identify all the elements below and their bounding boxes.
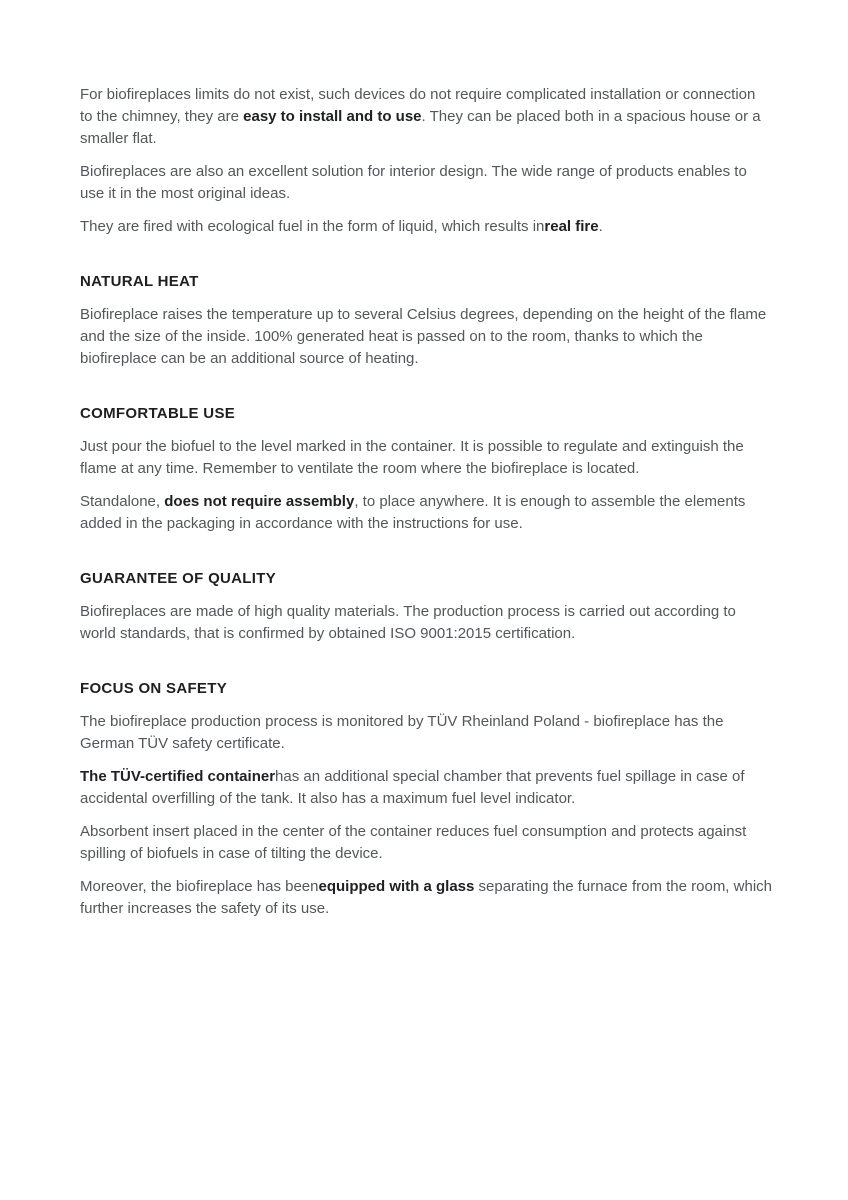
text-run: For biofireplaces limits do not exist, such devices do not require complicated installation or connection to the chimney, they are bbox=[80, 86, 756, 125]
text-run: Moreover, the biofireplace has been bbox=[80, 878, 319, 895]
paragraph bbox=[80, 766, 772, 810]
paragraph bbox=[80, 491, 772, 535]
paragraph bbox=[80, 601, 772, 645]
paragraph bbox=[80, 216, 772, 238]
text-run: has an additional special chamber that prevents fuel spillage in case of accidental overfilling of the tank. It also has a maximum fuel level indicator. bbox=[80, 768, 745, 807]
text-run: The biofireplace production process is monitored by TÜV Rheinland Poland - biofireplace has the German TÜV safety certificate. bbox=[80, 713, 724, 752]
text-run: , to place anywhere. It is enough to assemble the elements added in the packaging in accordance with the instructions for use. bbox=[80, 493, 746, 532]
paragraph bbox=[80, 84, 772, 150]
text-run: They are fired with ecological fuel in the form of liquid, which results in bbox=[80, 218, 545, 235]
section-heading-guarantee-of-quality: GUARANTEE OF QUALITY bbox=[80, 570, 276, 587]
bold-text-run: The TÜV-certified container bbox=[80, 768, 276, 785]
text-run: . bbox=[598, 218, 603, 235]
text-run: Standalone, bbox=[80, 493, 165, 510]
section-heading-focus-on-safety: FOCUS ON SAFETY bbox=[80, 680, 228, 697]
paragraph bbox=[80, 436, 772, 480]
paragraph bbox=[80, 876, 772, 920]
text-run: Biofireplaces are also an excellent solution for interior design. The wide range of products enables to use it in the most original ideas. bbox=[80, 163, 747, 202]
paragraph bbox=[80, 161, 772, 205]
text-run: Biofireplaces are made of high quality materials. The production process is carried out according to world standards, that is confirmed by obtained ISO 9001:2015 certification. bbox=[80, 603, 736, 642]
bold-text-run: easy to install and to use bbox=[243, 108, 422, 125]
text-run: Absorbent insert placed in the center of the container reduces fuel consumption and protects against spilling of biofuels in case of tilting the device. bbox=[80, 823, 747, 862]
section-heading-natural-heat: NATURAL HEAT bbox=[80, 273, 199, 290]
paragraph bbox=[80, 821, 772, 865]
paragraph bbox=[80, 304, 772, 370]
bold-text-run: real fire bbox=[544, 218, 599, 235]
text-run: . They can be placed both in a spacious house or a smaller flat. bbox=[80, 108, 761, 147]
text-run: separating the furnace from the room, which further increases the safety of its use. bbox=[80, 878, 772, 917]
text-run: Just pour the biofuel to the level marked in the container. It is possible to regulate and extinguish the flame at any time. Remember to ventilate the room where the biofireplace is located. bbox=[80, 438, 744, 477]
bold-text-run: does not require assembly bbox=[164, 493, 355, 510]
bold-text-run: equipped with a glass bbox=[318, 878, 475, 895]
text-run: Biofireplace raises the temperature up to several Celsius degrees, depending on the height of the flame and the size of the inside. 100% generated heat is passed on to the room, thanks to which the biofireplace can be an additional source of heating. bbox=[80, 306, 767, 367]
paragraph bbox=[80, 711, 772, 755]
section-heading-comfortable-use: COMFORTABLE USE bbox=[80, 405, 236, 422]
